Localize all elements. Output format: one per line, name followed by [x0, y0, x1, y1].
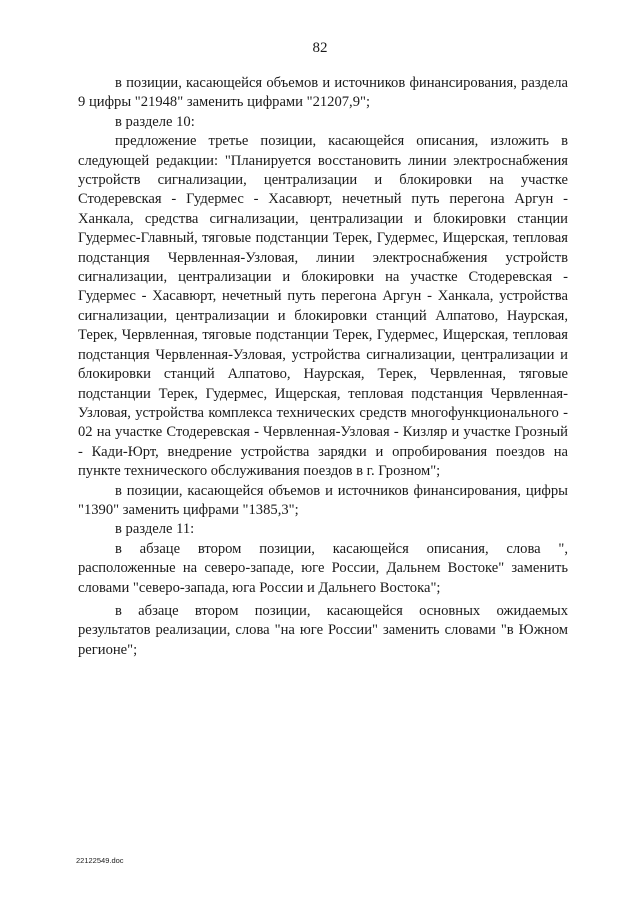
paragraph-results-section-11: в абзаце втором позиции, касающейся основных ожидаемых результатов реализации, слова "на юге России" заменить словами "в Южном регионе"; [78, 602, 568, 658]
footer-filename: 22122549.doc [76, 856, 124, 865]
paragraph-section-10-heading: в разделе 10: [115, 113, 195, 130]
paragraph-description-section-10: предложение третье позиции, касающейся описания, изложить в следующей редакции: "Планируется восстановить линии электроснабжения устройств сигнализации, централизации и блокировки на участке Стодеревская - Гудермес - Хасавюрт, нечетный путь перегона Аргун - Ханкала, средства сигнализации, централизации и блокировки станции Гудермес-Главный, тяговые подстанции Терек, Гудермес, Ищерская, тепловая подстанция Червленная-Узловая, линии электроснабжения устройств сигнализации, централизации и блокировки на участке Стодеревская - Гудермес - Хасавюрт, нечетный путь перегона Аргун - Ханкала, устройства сигнализации, централизации и блокировки станций Алпатово, Наурская, Терек, Червленная, тяговые подстанции Терек, Гудермес, Ищерская, тепловая подстанция Червленная-Узловая, устройства сигнализации, централизации и блокировки станций Алпатово, Наурская, Терек, Червленная, тяговые подстанции Терек, Гудермес, Ищерская, тепловая подстанция Червленная-Узловая, устройства комплекса технических средств многофункционального - 02 на участке Стодеревская - Червленная-Узловая - Кизляр и участке Грозный - Кади-Юрт, внедрение устройства зарядки и опробирования поездов на пункте технического обслуживания поездов в г. Грозном"; [78, 133, 568, 480]
paragraph-financing-section-9: в позиции, касающейся объемов и источников финансирования, раздела 9 цифры "21948" заменить цифрами "21207,9"; [78, 75, 568, 111]
document-body [78, 74, 568, 660]
page-number: 82 [312, 40, 328, 56]
paragraph-financing-section-10: в позиции, касающейся объемов и источников финансирования, цифры "1390" заменить цифрами "1385,3"; [78, 482, 568, 518]
paragraph-section-11-heading: в разделе 11: [115, 521, 195, 538]
paragraph-description-section-11: в абзаце втором позиции, касающейся описания, слова ", расположенные на северо-западе, юге России, Дальнем Востоке" заменить словами "северо-запада, юга России и Дальнего Востока"; [78, 540, 568, 596]
